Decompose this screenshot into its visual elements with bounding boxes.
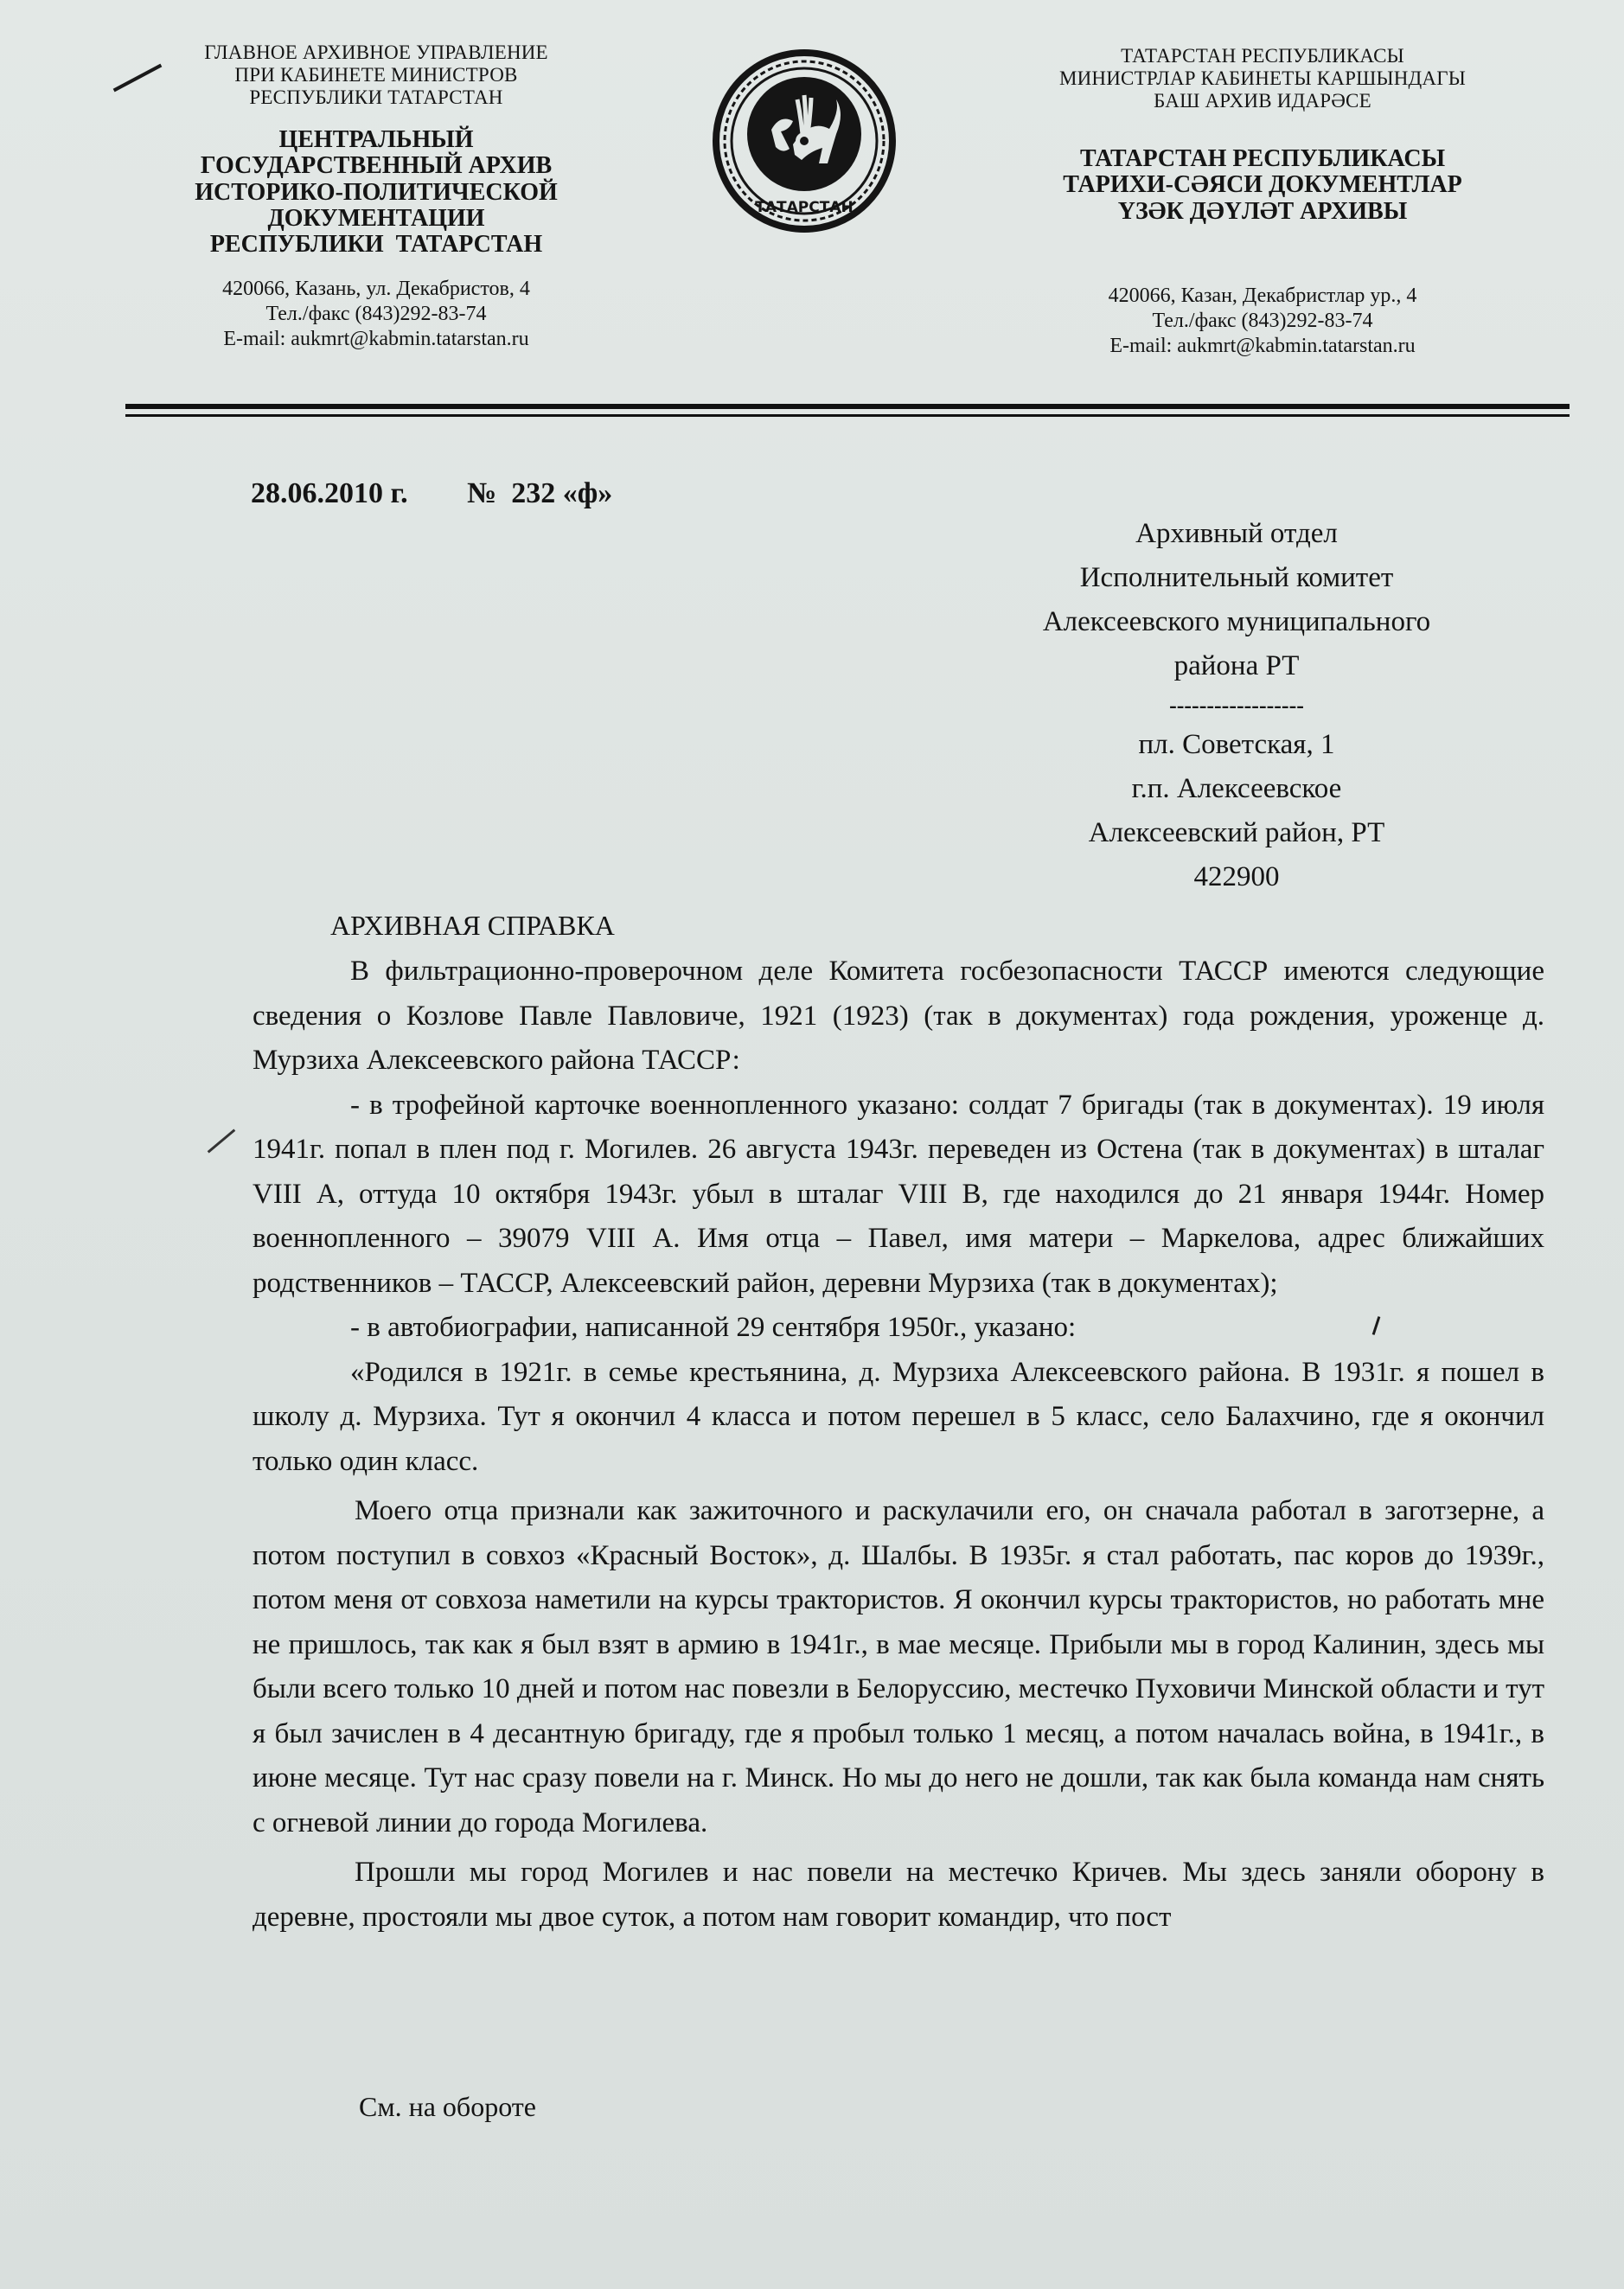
- document-title: АРХИВНАЯ СПРАВКА: [330, 910, 615, 941]
- archive-line: ҮЗӘК ДӘҮЛӘТ АРХИВЫ: [1117, 197, 1408, 225]
- address: 420066, Казань, ул. Декабристов, 4: [222, 278, 530, 301]
- recipient-line: района РТ: [1173, 650, 1300, 681]
- body-paragraph: «Родился в 1921г. в семье крестьянина, д. Мурзиха Алексеевского района. В 1931г. я пошел в школу д. Мурзиха. Тут я окончил 4 класса и потом перешел в 5 класс, село Балахчино, где я окончил только один класс.: [253, 1356, 1544, 1477]
- address: 420066, Казан, Декабристлар ур., 4: [1108, 284, 1417, 307]
- archive-name-ru: [164, 127, 588, 258]
- org-line: РЕСПУБЛИКИ ТАТАРСТАН: [249, 86, 503, 108]
- recipient-line: Алексеевского муниципального: [1042, 606, 1431, 637]
- letterhead-left: [164, 42, 588, 352]
- recipient-line: Архивный отдел: [1135, 518, 1338, 549]
- body-paragraph: - в трофейной карточке военнопленного указано: солдат 7 бригады (так в документах). 19 июля 1941г. попал в плен под г. Могилев. 26 августа 1943г. переведен из Остена (так в документах) в шталаг VIII А, оттуда 10 октября 1943г. убыл в шталаг VIII В, где находился до 21 января 1944г. Номер военнопленного – 39079 VIII А. Имя отца – Павел, имя матери – Маркелова, адрес ближайших родственников – ТАССР, Алексеевский район, деревни Мурзиха (так в документах);: [253, 1089, 1544, 1299]
- letterhead-right: [999, 45, 1526, 358]
- pen-check-mark: [208, 1129, 236, 1153]
- recipient-address-block: [977, 512, 1496, 899]
- phone: Тел./факс (843)292-83-74: [265, 303, 487, 326]
- body-paragraph: Прошли мы город Могилев и нас повели на местечко Кричев. Мы здесь заняли оборону в деревне, простояли мы двое суток, а потом нам говорит командир, что пост: [253, 1857, 1544, 1933]
- tatarstan-emblem-icon: [711, 48, 898, 234]
- body-paragraph: В фильтрационно-проверочном деле Комитета госбезопасности ТАССР имеются следующие сведения о Козлове Павле Павловиче, 1921 (1923) (так в документах) года рождения, уроженце д. Мурзиха Алексеевского района ТАССР:: [253, 956, 1544, 1076]
- archive-line: ГОСУДАРСТВЕННЫЙ АРХИВ: [200, 152, 553, 180]
- document-body: [253, 949, 1544, 1940]
- ministry-name-tt: [999, 45, 1526, 112]
- archive-line: ТАТАРСТАН РЕСПУБЛИКАСЫ: [1079, 145, 1446, 173]
- recipient-line: Алексеевский район, РТ: [1088, 817, 1385, 848]
- archive-line: ДОКУМЕНТАЦИИ: [267, 204, 485, 232]
- phone: Тел./факс (843)292-83-74: [1152, 309, 1373, 332]
- recipient-separator: ------------------: [1169, 693, 1304, 718]
- see-overleaf-note: См. на обороте: [359, 2091, 536, 2122]
- org-line: ТАТАРСТАН РЕСПУБЛИКАСЫ: [1121, 45, 1404, 67]
- ministry-name-ru: [164, 42, 588, 108]
- org-line: ПРИ КАБИНЕТЕ МИНИСТРОВ: [234, 63, 518, 86]
- pen-stroke-mark: [113, 64, 163, 93]
- archive-name-tt: [999, 146, 1526, 225]
- recipient-line: г.п. Алексеевское: [1131, 773, 1342, 804]
- org-line: МИНИСТРЛАР КАБИНЕТЫ КАРШЫНДАГЫ: [1058, 67, 1467, 89]
- email-link[interactable]: E-mail: aukmrt@kabmin.tatarstan.ru: [223, 328, 529, 351]
- emblem-text: ТАТАРСТАН: [755, 199, 854, 216]
- body-paragraph: - в автобиографии, написанной 29 сентября 1950г., указано:: [350, 1312, 1077, 1343]
- org-line: БАШ АРХИВ ИДАРӘСЕ: [1154, 89, 1371, 112]
- recipient-line: Исполнительный комитет: [1079, 562, 1394, 593]
- email-link[interactable]: E-mail: aukmrt@kabmin.tatarstan.ru: [1109, 334, 1416, 357]
- contact-tt: [999, 284, 1526, 358]
- contact-ru: [164, 277, 588, 351]
- org-line: ГЛАВНОЕ АРХИВНОЕ УПРАВЛЕНИЕ: [204, 42, 548, 63]
- archive-line: РЕСПУБЛИКИ ТАТАРСТАН: [209, 231, 543, 259]
- document-number: № 232 «ф»: [467, 477, 613, 509]
- header-divider-thin: [125, 414, 1570, 417]
- recipient-line: пл. Советская, 1: [1138, 729, 1335, 760]
- registration-line: [251, 477, 612, 510]
- recipient-line: 422900: [1193, 861, 1280, 892]
- document-date: 28.06.2010 г.: [251, 477, 408, 509]
- body-paragraph: Моего отца признали как зажиточного и раскулачили его, он сначала работал в заготзерне, а потом поступил в совхоз «Красный Восток», д. Шалбы. В 1935г. я стал работать, пас коров до 1939г., потом меня от совхоза наметили на курсы трактористов. Я окончил курсы трактористов, но работать мне не пришлось, так как я был взят в армию в 1941г., в мае месяце. Прибыли мы в город Калинин, здесь мы были всего только 10 дней и потом нас повезли в Белоруссию, местечко Пуховичи Минской области и тут я был зачислен в 4 десантную бригаду, где я пробыл только 1 месяц, а потом началась война, в 1941г., в июне месяце. Тут нас сразу повели на г. Минск. Но мы до него не дошли, так как была команда нам снять с огневой линии до города Могилева.: [253, 1495, 1544, 1838]
- archive-line: ИСТОРИКО-ПОЛИТИЧЕСКОЙ: [195, 178, 558, 206]
- archive-line: ТАРИХИ-СӘЯСИ ДОКУМЕНТЛАР: [1063, 171, 1462, 199]
- archive-line: ЦЕНТРАЛЬНЫЙ: [278, 126, 474, 154]
- header-divider-thick: [125, 404, 1570, 409]
